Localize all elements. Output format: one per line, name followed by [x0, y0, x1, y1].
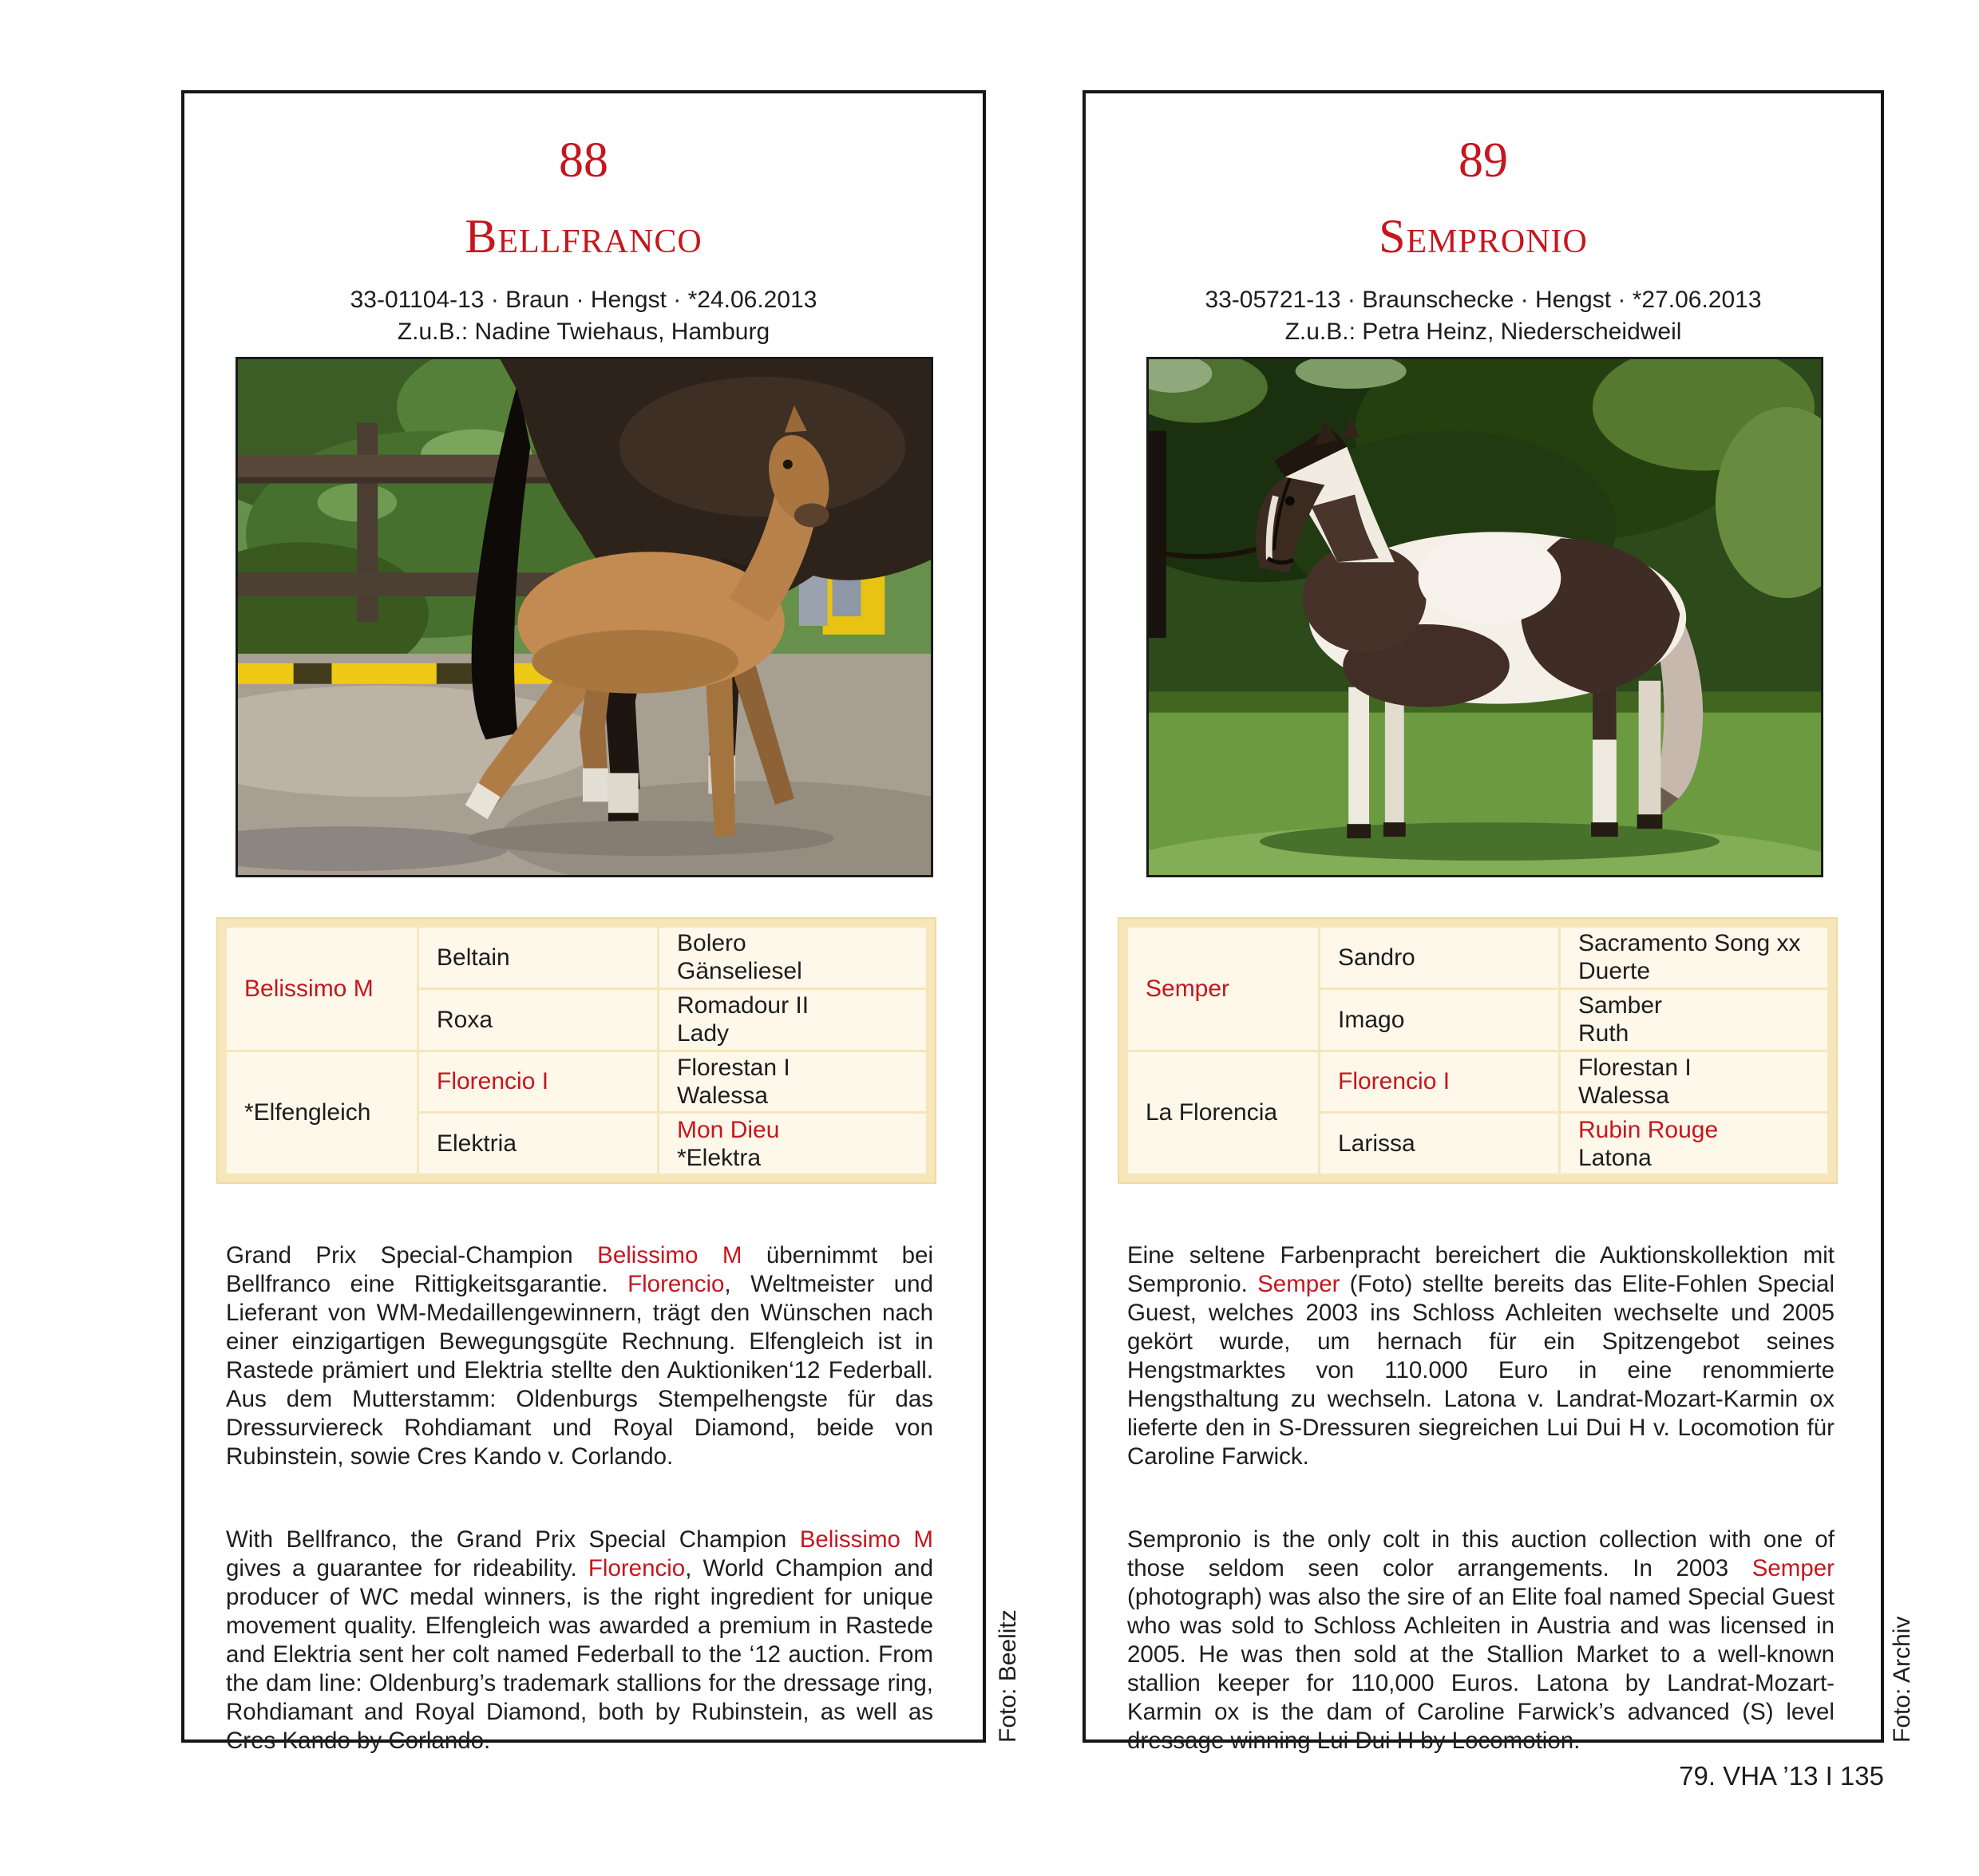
- horse-name: Sempronio: [1379, 210, 1588, 263]
- lot-number: 88: [559, 133, 608, 188]
- pedigree-gp-name: Walessa: [1578, 1082, 1669, 1109]
- pedigree-dam: La Florencia: [1128, 1052, 1318, 1174]
- mare-and-foal-illustration: [238, 359, 931, 875]
- pedigree-gp-name: Romadour II: [677, 992, 809, 1019]
- pedigree-gp-name: Sacramento Song xx: [1578, 930, 1801, 957]
- pedigree-sire-sire: Sandro: [1320, 928, 1558, 987]
- description-german: Grand Prix Special-Champion Belissimo M übernimmt bei Bellfranco eine Rittigkeitsgarantie. Florencio, Weltmeister und Lieferant von WM-Medaillengewinnern, trägt den Wünschen nach einer einzigartigen Bewegungsgüte Rechnung. Elfengleich ist in Rastede prämiert und Elektria stellte den Auktioniken‘12 Federball. Aus dem Mutterstamm: Oldenburgs Stempelhengste für das Dressurviereck Rohdiamant und Royal Diamond, beide von Rubinstein, sowie Cres Kando v. Corlando.: [226, 1241, 933, 1470]
- pedigree-gp-pair-1: [659, 990, 926, 1050]
- pedigree-dam-dam: Elektria: [419, 1114, 657, 1173]
- photo-credit: Foto: Beelitz: [995, 1609, 1021, 1743]
- pedigree-sire-dam: Imago: [1320, 990, 1558, 1050]
- lot-number: 89: [1459, 133, 1508, 188]
- breeder-owner-line: Z.u.B.: Nadine Twiehaus, Hamburg: [397, 319, 770, 345]
- pedigree-gp-name: *Elektra: [677, 1144, 762, 1171]
- pedigree-gp-name: Florestan I: [1578, 1054, 1692, 1081]
- pedigree-dam-dam: Larissa: [1320, 1114, 1558, 1173]
- pedigree-table: [216, 917, 936, 1184]
- pedigree-gp-name: Samber: [1578, 992, 1663, 1019]
- pedigree-gp-name: Ruth: [1578, 1020, 1629, 1047]
- pedigree-sire: Belissimo M: [227, 928, 417, 1050]
- horse-photo: [1146, 357, 1823, 877]
- horse-name: Bellfranco: [465, 210, 703, 263]
- description-english: Sempronio is the only colt in this auction collection with one of those seldom seen color arrangements. In 2003 Semper (photograph) was also the sire of an Elite foal named Special Guest who was sold to Schloss Achleiten in Austria and was licensed in 2005. He was then sold at the Stallion Market to a well-known stallion keeper for 110,000 Euros. Latona by Landrat-Mozart-Karmin ox is the dam of Caroline Farwick’s advanced (S) level dressage winning Lui Dui H by Locomotion.: [1127, 1526, 1835, 1754]
- pedigree-gp-name: Rubin Rouge: [1578, 1116, 1719, 1143]
- pedigree-gp-pair-3: [1561, 1114, 1827, 1173]
- pedigree-gp-name: Mon Dieu: [677, 1116, 780, 1143]
- pedigree-gp-name: Lady: [677, 1020, 730, 1047]
- breeder-owner-line: Z.u.B.: Petra Heinz, Niederscheidweil: [1284, 319, 1682, 345]
- pedigree-gp-name: Gänseliesel: [677, 958, 802, 985]
- horse-details-line: 33-01104-13 · Braun · Hengst · *24.06.2013: [350, 287, 817, 313]
- horse-photo: [236, 357, 933, 877]
- pedigree-gp-name: Florestan I: [677, 1054, 790, 1081]
- pedigree-table: [1118, 917, 1838, 1184]
- pedigree-gp-pair-1: [1561, 990, 1827, 1050]
- pedigree-gp-pair-2: [659, 1052, 926, 1112]
- page-number: 79. VHA ’13 I 135: [1679, 1761, 1884, 1791]
- pedigree-gp-pair-0: [1561, 928, 1827, 987]
- pedigree-gp-pair-3: [659, 1114, 926, 1173]
- auction-lot-card-88: [181, 90, 986, 1754]
- pedigree-dam-sire: Florencio I: [419, 1052, 657, 1112]
- horse-details-line: 33-05721-13 · Braunschecke · Hengst · *27.06.2013: [1205, 287, 1762, 313]
- pedigree-gp-pair-0: [659, 928, 926, 987]
- description-german: Eine seltene Farbenpracht bereichert die Auktionskollektion mit Sempronio. Semper (Foto) stellte bereits das Elite-Fohlen Special Guest, welches 2003 ins Schloss Achleiten wechselte und 2005 gekört wurde, um hernach für ein Spitzengebot seines Hengstmarktes von 110.000 Euro in eine renommierte Hengsthaltung zu wechseln. Latona v. Landrat-Mozart-Karmin ox lieferte den in S-Dressuren siegreichen Lui Dui H v. Locomotion für Caroline Farwick.: [1127, 1241, 1835, 1470]
- pedigree-sire-dam: Roxa: [419, 990, 657, 1050]
- pedigree-dam-sire: Florencio I: [1320, 1052, 1558, 1112]
- pedigree-gp-name: Walessa: [677, 1082, 768, 1109]
- auction-lot-card-89: [1083, 90, 1884, 1754]
- pedigree-gp-name: Bolero: [677, 930, 746, 957]
- pedigree-sire-sire: Beltain: [419, 928, 657, 987]
- pedigree-dam: *Elfengleich: [227, 1052, 417, 1174]
- pedigree-sire: Semper: [1128, 928, 1318, 1050]
- pedigree-gp-name: Latona: [1578, 1144, 1652, 1171]
- pedigree-gp-name: Duerte: [1578, 958, 1651, 985]
- description-english: With Bellfranco, the Grand Prix Special Champion Belissimo M gives a guarantee for rideability. Florencio, World Champion and producer of WC medal winners, is the right ingredient for unique movement quality. Elfengleich was awarded a premium in Rastede and Elektria sent her colt named Federball to the ‘12 auction. From the dam line: Oldenburg’s trademark stallions for the dressage ring, Rohdiamant and Royal Diamond, both by Rubinstein, as well as Cres Kando by Corlando.: [226, 1526, 933, 1754]
- pinto-stallion-illustration: [1149, 359, 1821, 875]
- photo-credit: Foto: Archiv: [1889, 1616, 1915, 1743]
- pedigree-gp-pair-2: [1561, 1052, 1827, 1112]
